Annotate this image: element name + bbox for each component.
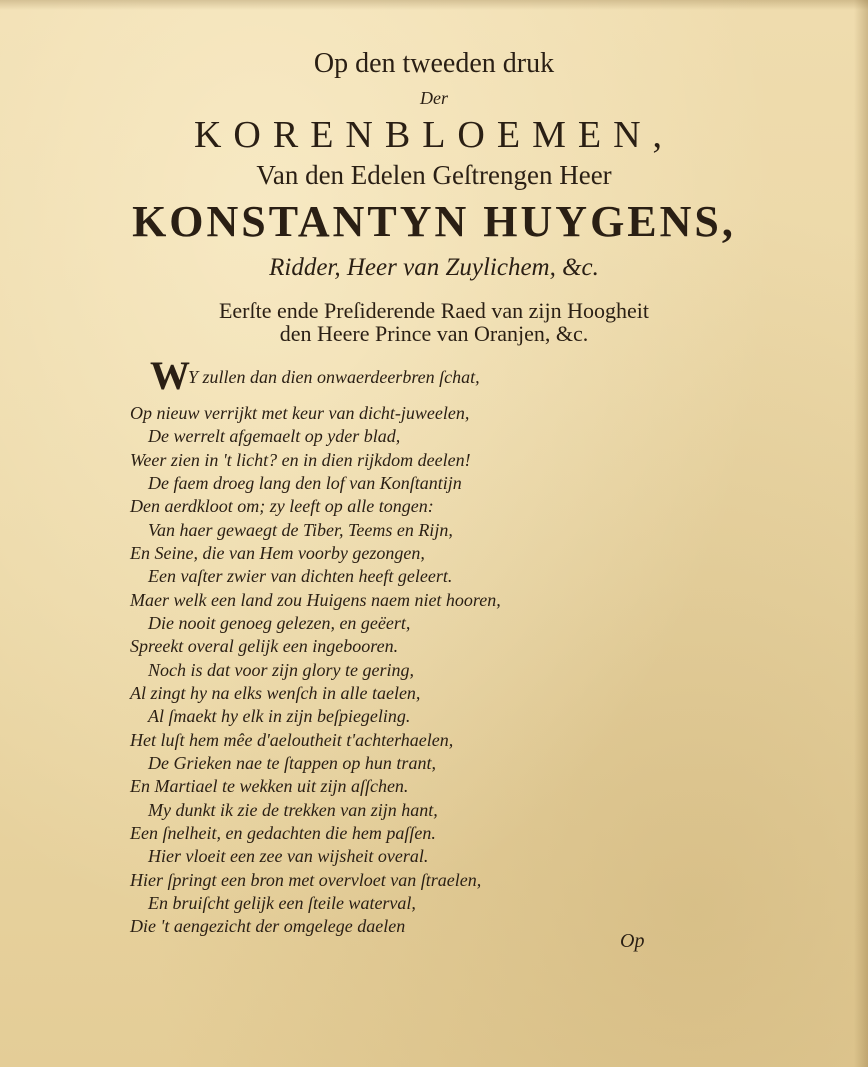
poem-line: Den aerdkloot om; zy leeft op alle tongen: bbox=[130, 496, 434, 516]
poem-line: Die nooit genoeg gelezen, en geëert, bbox=[148, 613, 411, 633]
heading-der: Der bbox=[420, 88, 448, 108]
poem-line: Van haer gewaegt de Tiber, Teems en Rijn, bbox=[148, 520, 453, 540]
poem-line: Weer zien in 't licht? en in dien rijkdom deelen! bbox=[130, 450, 471, 470]
poem-line: Al ſmaekt hy elk in zijn beſpiegeling. bbox=[148, 706, 411, 726]
poem-line: Hier vloeit een zee van wijsheit overal. bbox=[148, 846, 429, 866]
poem-line: Noch is dat voor zijn glory te gering, bbox=[148, 660, 414, 680]
poem-line: De faem droeg lang den lof van Konſtantijn bbox=[148, 473, 462, 493]
poem-line: WY zullen dan dien onwaerdeerbren ſchat, bbox=[150, 353, 480, 398]
poem-line: Op nieuw verrijkt met keur van dicht-juweelen, bbox=[130, 403, 470, 423]
heading-office-1: Eerſte ende Preſiderende Raed van zijn Hoogheit bbox=[218, 298, 650, 323]
heading-office-2: den Heere Prince van Oranjen, &c. bbox=[279, 321, 589, 346]
poem-line: Al zingt hy na elks wenſch in alle taelen, bbox=[130, 683, 421, 703]
poem-line: Het luſt hem mêe d'aeloutheit t'achterhaelen, bbox=[130, 730, 454, 750]
poem-line: En Seine, die van Hem voorby gezongen, bbox=[130, 543, 425, 563]
poem-line: Die 't aengezicht der omgelege daelen bbox=[130, 916, 406, 936]
catchword: Op bbox=[620, 930, 645, 952]
poem-line: My dunkt ik zie de trekken van zijn hant, bbox=[148, 800, 438, 820]
drop-initial: W bbox=[150, 353, 188, 398]
poem-line: Een vaſter zwier van dichten heeft geleert. bbox=[148, 566, 453, 586]
heading-byline: Van den Edelen Geſtrengen Heer bbox=[256, 160, 612, 190]
heading-titles: Ridder, Heer van Zuylichem, &c. bbox=[269, 254, 599, 281]
poem-line: En Martiael te wekken uit zijn aſſchen. bbox=[130, 776, 409, 796]
poem-line: Een ſnelheit, en gedachten die hem paſſen. bbox=[130, 823, 436, 843]
poem-line: Spreekt overal gelijk een ingebooren. bbox=[130, 636, 399, 656]
poem-line: En bruiſcht gelijk een ſteile waterval, bbox=[148, 893, 416, 913]
heading-author: KONSTANTYN HUYGENS, bbox=[132, 197, 736, 246]
poem-line: De werrelt afgemaelt op yder blad, bbox=[148, 426, 401, 446]
heading-title: KORENBLOEMEN, bbox=[193, 114, 675, 156]
poem-line: Maer welk een land zou Huigens naem niet hooren, bbox=[130, 590, 501, 610]
heading-occasion: Op den tweeden druk bbox=[313, 48, 555, 79]
page-top-shadow bbox=[0, 0, 868, 10]
poem-line: De Grieken nae te ſtappen op hun trant, bbox=[148, 753, 436, 773]
poem-line: Hier ſpringt een bron met overvloet van ſtraelen, bbox=[130, 870, 482, 890]
